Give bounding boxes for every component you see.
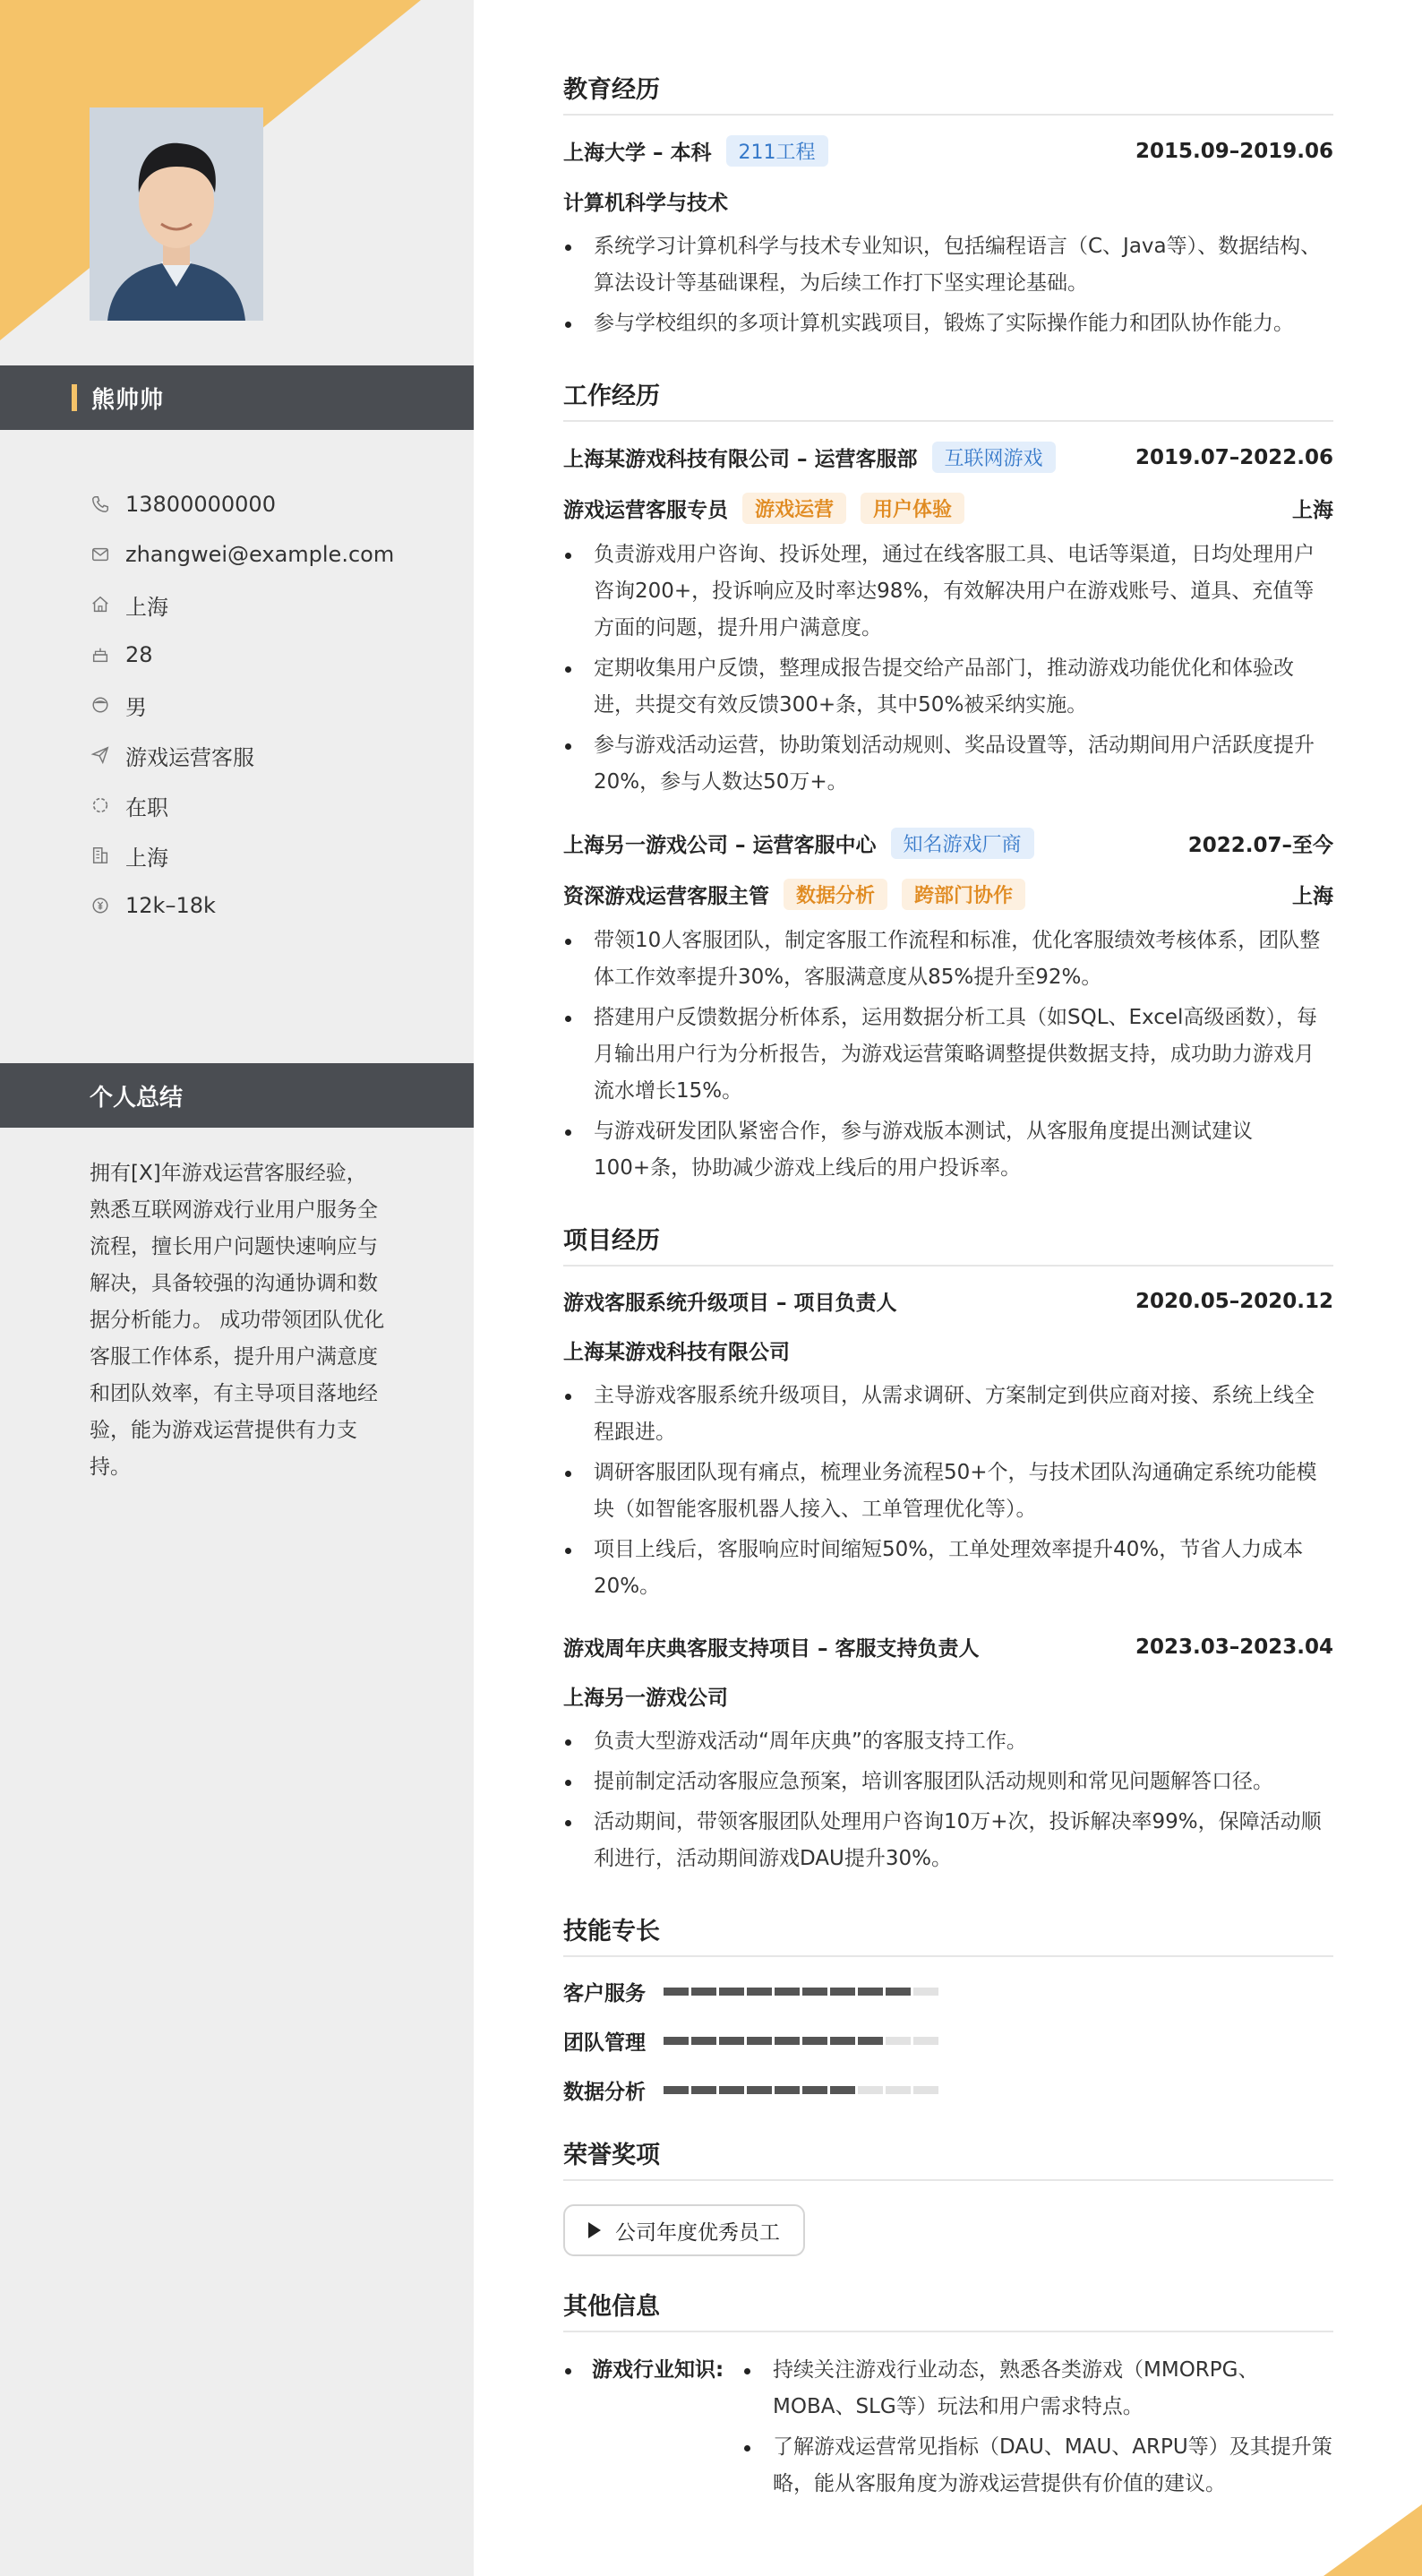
- skill-item: [563, 2026, 959, 2056]
- project-name: 游戏客服系统升级项目 – 项目负责人: [563, 1292, 897, 1315]
- work-role: 游戏运营客服专员: [563, 499, 728, 522]
- skill-segment: [664, 2086, 689, 2094]
- section-title: 技能专长: [563, 1911, 1333, 1957]
- list-item: 调研客服团队现有痛点，梳理业务流程50+个，与技术团队沟通确定系统功能模块（如智能客服机器人接入、工单管理优化等）。: [563, 1455, 1333, 1528]
- school-name: 上海大学 – 本科: [563, 142, 712, 165]
- list-item: 搭建用户反馈数据分析体系，运用数据分析工具（如SQL、Excel高级函数），每月输出用户行为分析报告，为游戏运营策略调整提供数据支持，成功助力游戏月流水增长15%。: [563, 1000, 1333, 1110]
- skill-segment: [886, 2037, 911, 2045]
- list-item: 主导游戏客服系统升级项目，从需求调研、方案制定到供应商对接、系统上线全程跟进。: [563, 1378, 1333, 1451]
- project-org: 上海另一游戏公司: [563, 1687, 728, 1710]
- skill-bar: [664, 2037, 938, 2045]
- contact-text: 上海: [125, 845, 168, 871]
- skill-segment: [858, 2037, 883, 2045]
- contact-text: 游戏运营客服: [125, 744, 254, 770]
- work-org-tag: 知名游戏厂商: [891, 828, 1034, 859]
- contact-age: [90, 630, 466, 680]
- skill-segment: [913, 1988, 938, 1996]
- name-accent: [72, 384, 77, 411]
- skill-segment: [747, 2086, 772, 2094]
- list-item: 系统学习计算机科学与技术专业知识，包括编程语言（C、Java等）、数据结构、算法设计等基础课程，为后续工作打下坚实理论基础。: [563, 228, 1333, 302]
- list-item: 参与学校组织的多项计算机实践项目，锻炼了实际操作能力和团队协作能力。: [563, 305, 1333, 342]
- role-tag: 游戏运营: [742, 493, 846, 524]
- project-item: [563, 1632, 1333, 1877]
- list-item: 参与游戏活动运营，协助策划活动规则、奖品设置等，活动期间用户活跃度提升20%，参与人数达50万+。: [563, 727, 1333, 801]
- contact-phone: [90, 479, 466, 529]
- profile-name: 熊帅帅: [91, 386, 165, 414]
- contact-text: 上海: [125, 594, 168, 620]
- skill-name: 客户服务: [563, 1982, 646, 2005]
- contact-text: zhangwei@example.com: [125, 542, 395, 567]
- skill-segment: [858, 2086, 883, 2094]
- summary-bar: [0, 1063, 474, 1128]
- list-item: 带领10人客服团队，制定客服工作流程和标准，优化客服绩效考核体系，团队整体工作效率提升30%，客服满意度从85%提升至92%。: [563, 923, 1333, 996]
- contact-text: 男: [125, 694, 147, 720]
- skill-segment: [886, 2086, 911, 2094]
- other-section: [563, 2287, 1333, 2506]
- summary-text: 拥有[X]年游戏运营客服经验，熟悉互联网游戏行业用户服务全流程，擅长用户问题快速响应与解决，具备较强的沟通协调和数据分析能力。 成功带领团队优化客服工作体系，提升用户满意度和团队效率，有主导项目落地经验，能为游戏运营提供有力支持。: [90, 1162, 385, 1479]
- award-label: 公司年度优秀员工: [615, 2220, 780, 2245]
- award-item[interactable]: [563, 2204, 805, 2256]
- project-item: [563, 1286, 1333, 1605]
- list-item: 负责游戏用户咨询、投诉处理，通过在线客服工具、电话等渠道，日均处理用户咨询200+，投诉响应及时率达98%，有效解决用户在游戏账号、道具、充值等方面的问题，提升用户满意度。: [563, 537, 1333, 647]
- education-section: [563, 70, 1333, 342]
- skill-segment: [691, 2086, 716, 2094]
- skill-segment: [830, 2037, 855, 2045]
- phone-icon: [90, 494, 111, 515]
- skill-name: 团队管理: [563, 2031, 646, 2055]
- list-item: 了解游戏运营常见指标（DAU、MAU、ARPU等）及其提升策略，能从客服角度为游戏运营提供有价值的建议。: [742, 2429, 1333, 2503]
- work-city: 上海: [1292, 885, 1333, 908]
- contact-status: [90, 780, 466, 830]
- main-content: [563, 70, 1333, 2506]
- contact-text: 在职: [125, 794, 168, 820]
- education-bullets: [563, 228, 1333, 342]
- skill-segment: [719, 1988, 744, 1996]
- section-title: 其他信息: [563, 2287, 1333, 2332]
- building-icon: [90, 845, 111, 866]
- status-icon: [90, 794, 111, 816]
- skill-segment: [775, 2086, 800, 2094]
- work-item: [563, 828, 1333, 1187]
- age-icon: [90, 644, 111, 665]
- work-date: 2022.07–至今: [1187, 834, 1333, 857]
- contact-text: 13800000000: [125, 492, 276, 517]
- skill-segment: [802, 2037, 827, 2045]
- skill-bar: [664, 2086, 938, 2094]
- list-item: 持续关注游戏行业动态，熟悉各类游戏（MMORPG、MOBA、SLG等）玩法和用户需求特点。: [742, 2352, 1333, 2426]
- list-item: 活动期间，带领客服团队处理用户咨询10万+次，投诉解决率99%，保障活动顺利进行，活动期间游戏DAU提升30%。: [563, 1804, 1333, 1877]
- skill-segment: [830, 2086, 855, 2094]
- skill-segment: [719, 2086, 744, 2094]
- skill-segment: [830, 1988, 855, 1996]
- send-icon: [90, 744, 111, 766]
- contact-list: [90, 479, 466, 931]
- list-item: 与游戏研发团队紧密合作，参与游戏版本测试，从客服角度提出测试建议100+条，协助减少游戏上线后的用户投诉率。: [563, 1113, 1333, 1187]
- skill-segment: [913, 2037, 938, 2045]
- avatar: [90, 107, 263, 321]
- skills-list: [563, 1977, 1333, 2105]
- skill-segment: [775, 1988, 800, 1996]
- skill-segment: [858, 1988, 883, 1996]
- skill-segment: [664, 1988, 689, 1996]
- section-title: 项目经历: [563, 1221, 1333, 1267]
- major: 计算机科学与技术: [563, 192, 728, 215]
- skill-segment: [691, 2037, 716, 2045]
- mail-icon: [90, 544, 111, 565]
- name-bar: [0, 365, 474, 430]
- contact-home: [90, 580, 466, 630]
- section-title: 教育经历: [563, 70, 1333, 116]
- skill-item: [563, 2075, 959, 2105]
- list-item: 负责大型游戏活动“周年庆典”的客服支持工作。: [563, 1723, 1333, 1760]
- work-role: 资深游戏运营客服主管: [563, 885, 769, 908]
- skill-segment: [747, 2037, 772, 2045]
- project-date: 2023.03–2023.04: [1135, 1635, 1333, 1659]
- gender-icon: [90, 694, 111, 716]
- skill-segment: [886, 1988, 911, 1996]
- contact-city: [90, 830, 466, 880]
- section-title: 工作经历: [563, 376, 1333, 422]
- section-title: 荣誉奖项: [563, 2135, 1333, 2181]
- skill-segment: [691, 1988, 716, 1996]
- work-date: 2019.07–2022.06: [1135, 445, 1333, 469]
- play-icon: [588, 2222, 601, 2238]
- work-org: 上海某游戏科技有限公司 – 运营客服部: [563, 448, 918, 471]
- education-header: [563, 135, 1333, 167]
- skill-item: [563, 1977, 959, 2006]
- skill-segment: [775, 2037, 800, 2045]
- work-city: 上海: [1292, 499, 1333, 522]
- skill-segment: [913, 2086, 938, 2094]
- role-tag: 跨部门协作: [902, 879, 1025, 910]
- list-item: 定期收集用户反馈，整理成报告提交给产品部门，推动游戏功能优化和体验改进，共提交有效反馈300+条，其中50%被采纳实施。: [563, 650, 1333, 724]
- skill-segment: [719, 2037, 744, 2045]
- contact-email: [90, 529, 466, 580]
- skill-segment: [747, 1988, 772, 1996]
- projects-section: [563, 1221, 1333, 1877]
- list-item: 项目上线后，客服响应时间缩短50%，工单处理效率提升40%，节省人力成本20%。: [563, 1532, 1333, 1605]
- skill-name: 数据分析: [563, 2081, 646, 2104]
- work-org-tag: 互联网游戏: [932, 442, 1056, 473]
- role-tag: 用户体验: [861, 493, 964, 524]
- contact-gender: [90, 680, 466, 730]
- summary-title: 个人总结: [90, 1084, 184, 1112]
- skill-segment: [802, 2086, 827, 2094]
- contact-text: 12k–18k: [125, 893, 216, 918]
- role-tag: 数据分析: [784, 879, 887, 910]
- home-icon: [90, 594, 111, 615]
- school-tag: 211工程: [726, 135, 828, 167]
- list-item: 提前制定活动客服应急预案，培训客服团队活动规则和常见问题解答口径。: [563, 1764, 1333, 1800]
- other-key: 游戏行业知识:: [563, 2352, 742, 2506]
- project-org: 上海某游戏科技有限公司: [563, 1341, 790, 1364]
- skill-segment: [802, 1988, 827, 1996]
- other-info: [563, 2352, 1333, 2506]
- work-item: [563, 442, 1333, 801]
- contact-job: [90, 730, 466, 780]
- contact-salary: [90, 880, 466, 931]
- work-org: 上海另一游戏公司 – 运营客服中心: [563, 834, 877, 857]
- salary-icon: [90, 895, 111, 916]
- project-name: 游戏周年庆典客服支持项目 – 客服支持负责人: [563, 1637, 980, 1661]
- education-date: 2015.09–2019.06: [1135, 139, 1333, 163]
- decor-corner-triangle: [1323, 2504, 1422, 2576]
- awards-section: [563, 2135, 1333, 2256]
- skill-segment: [664, 2037, 689, 2045]
- work-section: [563, 376, 1333, 1187]
- sidebar: [0, 0, 474, 2576]
- skill-bar: [664, 1988, 938, 1996]
- skills-section: [563, 1911, 1333, 2105]
- contact-text: 28: [125, 642, 153, 667]
- project-date: 2020.05–2020.12: [1135, 1289, 1333, 1313]
